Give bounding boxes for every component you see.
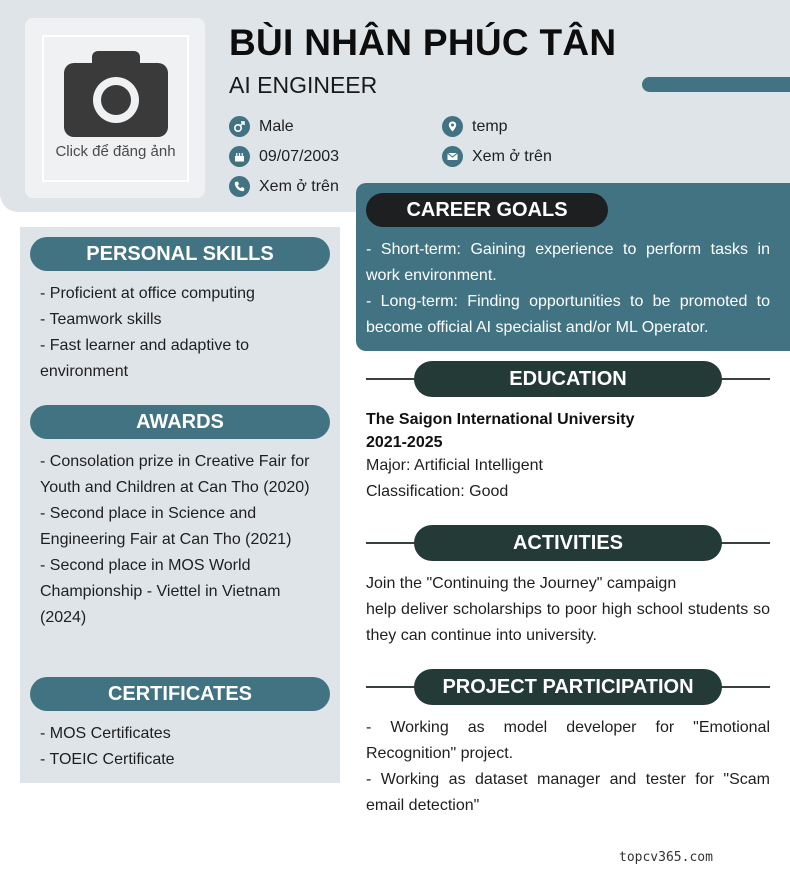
- photo-upload-caption[interactable]: Click để đăng ảnh: [55, 143, 176, 160]
- education-classification: Classification: Good: [366, 483, 509, 500]
- info-phone: [229, 176, 339, 197]
- career-goal-item: - Long-term: Finding opportunities to be promoted to become official AI specialist and/or ML Operator.: [366, 293, 770, 336]
- education-school: [366, 408, 635, 454]
- envelope-icon: [442, 146, 463, 167]
- camera-icon: [62, 45, 170, 139]
- activity-line: help deliver scholarships to poor high school students so they can continue into university.: [366, 601, 770, 644]
- personal-skills-list: [40, 281, 310, 385]
- photo-frame[interactable]: [42, 35, 189, 182]
- awards-title: AWARDS: [30, 405, 330, 439]
- profile-photo-upload[interactable]: [25, 18, 205, 198]
- award-item: - Consolation prize in Creative Fair for Youth and Children at Can Tho (2020): [40, 453, 310, 496]
- career-goal-item: - Short-term: Gaining experience to perform tasks in work environment.: [366, 241, 770, 284]
- education-major: Major: Artificial Intelligent: [366, 457, 543, 474]
- left-column: [20, 227, 340, 783]
- school-years: 2021-2025: [366, 434, 443, 451]
- certificate-item: - TOEIC Certificate: [40, 751, 175, 768]
- info-birthdate: [229, 146, 339, 167]
- gender-icon: [229, 116, 250, 137]
- award-item: - Second place in Science and Engineering Fair at Can Tho (2021): [40, 505, 292, 548]
- info-gender: [229, 116, 294, 137]
- gender-value: Male: [259, 117, 294, 135]
- project-item: - Working as dataset manager and tester for "Scam email detection": [366, 771, 770, 814]
- certificates-title: CERTIFICATES: [30, 677, 330, 711]
- activities-text: [366, 571, 770, 649]
- awards-list: [40, 449, 310, 631]
- info-email: [442, 146, 552, 167]
- skill-item: - Teamwork skills: [40, 311, 162, 328]
- birthday-cake-icon: [229, 146, 250, 167]
- education-title: EDUCATION: [414, 361, 722, 397]
- email-value: Xem ở trên: [472, 147, 552, 165]
- skill-item: - Proficient at office computing: [40, 285, 255, 302]
- project-item: - Working as model developer for "Emotional Recognition" project.: [366, 719, 770, 762]
- job-title: AI ENGINEER: [229, 72, 378, 98]
- birthdate-value: 09/07/2003: [259, 147, 340, 165]
- certificates-list: [40, 721, 310, 773]
- award-item: - Second place in MOS World Championship - Viettel in Vietnam (2024): [40, 557, 281, 626]
- address-value: temp: [472, 117, 508, 135]
- location-pin-icon: [442, 116, 463, 137]
- career-goals-section: [356, 183, 790, 351]
- phone-icon: [229, 176, 250, 197]
- career-goals-title: CAREER GOALS: [366, 193, 608, 227]
- info-address: [442, 116, 508, 137]
- school-name: The Saigon International University: [366, 411, 635, 428]
- phone-value: Xem ở trên: [259, 177, 339, 195]
- career-goals-text: [366, 237, 770, 341]
- personal-skills-title: PERSONAL SKILLS: [30, 237, 330, 271]
- footer-watermark: topcv365.com: [619, 850, 713, 865]
- accent-bar: [642, 77, 790, 92]
- certificate-item: - MOS Certificates: [40, 725, 171, 742]
- projects-text: [366, 715, 770, 819]
- skill-item: - Fast learner and adaptive to environment: [40, 337, 250, 380]
- project-participation-title: PROJECT PARTICIPATION: [414, 669, 722, 705]
- activity-line: Join the "Continuing the Journey" campaign: [366, 575, 677, 592]
- candidate-name: BÙI NHÂN PHÚC TÂN: [229, 22, 617, 63]
- activities-title: ACTIVITIES: [414, 525, 722, 561]
